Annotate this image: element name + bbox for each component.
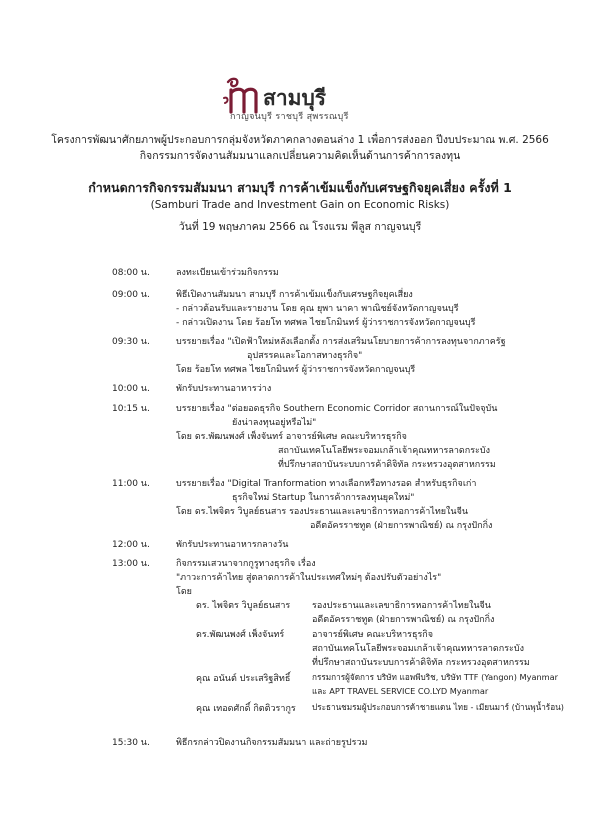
item-lecture-1-speaker: โดย ร้อยโท ทศพล ไชยโกมินทร์ ผู้ว่าราชการจังหวัดกาญจนบุรี <box>176 365 416 375</box>
time-1200: 12:00 น. <box>112 540 150 550</box>
time-1300: 13:00 น. <box>112 559 150 569</box>
item-lecture-3-affil: อดีตอัครราชทูต (ฝ่ายการพาณิชย์) ณ กรุงปักกิ่ง <box>310 521 493 531</box>
panelist-2-role-3: ที่ปรึกษาสถาบันระบบการค้าดิจิทัล กระทรวงอุตสาหกรรม <box>312 658 530 668</box>
panelist-1-role-2: อดีตอัครราชทูต (ฝ่ายการพาณิชย์) ณ กรุงปักกิ่ง <box>312 615 495 625</box>
project-line: โครงการพัฒนาศักยภาพผู้ประกอบการกลุ่มจังหวัดภาคกลางตอนล่าง 1 เพื่อการส่งออก ปีงบประมาณ พ.ศ. 2566 <box>51 134 549 146</box>
item-panel: กิจกรรมเสวนาจากกูรูทางธุรกิจ เรื่อง <box>176 559 316 569</box>
schedule-title-english: (Samburi Trade and Investment Gain on Economic Risks) <box>150 199 450 211</box>
panelist-4-role-1: ประธานชมรมผู้ประกอบการค้าชายแดน ไทย - เมียนมาร์ (บ้านพุน้ำร้อน) <box>312 702 564 712</box>
time-1000: 10:00 น. <box>112 384 150 394</box>
item-break-1: พักรับประทานอาหารว่าง <box>176 384 272 394</box>
time-0800: 08:00 น. <box>112 268 150 278</box>
samburi-logo <box>222 76 392 124</box>
item-lunch: พักรับประทานอาหารกลางวัน <box>176 540 289 550</box>
logo-tagline: กาญจนบุรี ราชบุรี สุพรรณบุรี <box>230 112 349 122</box>
panelist-3-name: คุณ อนันต์ ประเสริฐสิทธิ์ <box>196 674 291 684</box>
item-lecture-1: บรรยายเรื่อง "เปิดฟ้าใหม่หลังเลือกตั้ง การส่งเสริมนโยบายการค้าการลงทุนจากภาครัฐ <box>176 337 506 347</box>
time-0900: 09:00 น. <box>112 290 150 300</box>
item-lecture-2-affil-2: ที่ปรึกษาสถาบันระบบการค้าดิจิทัล กระทรวงอุตสาหกรรม <box>278 460 496 470</box>
item-registration: ลงทะเบียนเข้าร่วมกิจกรรม <box>176 268 279 278</box>
item-lecture-2-cont: ยังน่าลงทุนอยู่หรือไม่" <box>232 418 317 428</box>
panelist-3-role-1: กรรมการผู้จัดการ บริษัท แอพพีบริช, บริษัท TTF (Yangon) Myanmar <box>312 672 559 682</box>
item-lecture-1-cont: อุปสรรคและโอกาสทางธุรกิจ" <box>247 351 363 361</box>
item-opening: พิธีเปิดงานสัมมนา สามบุรี การค้าเข้มแข็งกับเศรษฐกิจยุคเสี่ยง <box>176 290 413 300</box>
item-opening-address: - กล่าวเปิดงาน โดย ร้อยโท ทศพล ไชยโกมินทร์ ผู้ว่าราชการจังหวัดกาญจนบุรี <box>176 318 476 328</box>
panelist-3-role-2: และ APT TRAVEL SERVICE CO.LYD Myanmar <box>312 686 489 696</box>
item-closing: พิธีกรกล่าวปิดงานกิจกรรมสัมมนา และถ่ายรูปรวม <box>176 738 368 748</box>
schedule-title: กำหนดการกิจกรรมสัมมนา สามบุรี การค้าเข้มแข็งกับเศรษฐกิจยุคเสี่ยง ครั้งที่ 1 <box>88 180 512 195</box>
panelist-2-role-2: สถาบันเทคโนโลยีพระจอมเกล้าเจ้าคุณทหารลาดกระบัง <box>312 644 524 654</box>
panelist-2-name: ดร.พัฒนพงศ์ เพ็งจันทร์ <box>196 630 285 640</box>
date-venue: วันที่ 19 พฤษภาคม 2566 ณ โรงแรม พีลูส กาญจนบุรี <box>178 221 422 233</box>
item-opening-welcome: - กล่าวต้อนรับและรายงาน โดย คุณ ยุพา นาคา พาณิชย์จังหวัดกาญจนบุรี <box>176 304 459 314</box>
item-lecture-3-cont: ธุรกิจใหม่ Startup ในการค้าการลงทุนยุคใหม่" <box>232 493 415 503</box>
activity-line: กิจกรรมการจัดงานสัมมนาแลกเปลี่ยนความคิดเห็นด้านการค้าการลงทุน <box>139 150 461 162</box>
item-lecture-2: บรรยายเรื่อง "ต่อยอดธุรกิจ Southern Economic Corridor สถานการณ์ในปัจจุบัน <box>176 404 498 414</box>
logo-name: สามบุรี <box>263 86 327 110</box>
panelist-4-name: คุณ เทอดศักดิ์ กิตติวรากูร <box>196 704 296 714</box>
item-lecture-3: บรรยายเรื่อง "Digital Tranformation ทางเลือกหรือทางรอด สำหรับธุรกิจเก่า <box>176 479 477 489</box>
item-lecture-2-affil-1: สถาบันเทคโนโลยีพระจอมเกล้าเจ้าคุณทหารลาดกระบัง <box>278 446 490 456</box>
item-lecture-3-speaker: โดย ดร.ไพจิตร วิบูลย์ธนสาร รองประธานและเลขาธิการหอการค้าไทยในจีน <box>176 507 469 517</box>
item-panel-topic: "ภาวะการค้าไทย สู่ตลาดการค้าในประเทศใหม่ๆ ต้องปรับตัวอย่างไร" <box>176 573 442 583</box>
time-1015: 10:15 น. <box>112 404 150 414</box>
time-1100: 11:00 น. <box>112 479 150 489</box>
item-lecture-2-speaker: โดย ดร.พัฒนพงศ์ เพ็งจันทร์ อาจารย์พิเศษ คณะบริหารธุรกิจ <box>176 432 407 442</box>
time-0930: 09:30 น. <box>112 337 150 347</box>
time-1530: 15:30 น. <box>112 738 150 748</box>
panelist-1-name: ดร. ไพจิตร วิบูลย์ธนสาร <box>196 601 291 611</box>
item-panel-by: โดย <box>176 587 192 597</box>
panelist-1-role-1: รองประธานและเลขาธิการหอการค้าไทยในจีน <box>312 601 491 611</box>
panelist-2-role-1: อาจารย์พิเศษ คณะบริหารธุรกิจ <box>312 630 434 640</box>
